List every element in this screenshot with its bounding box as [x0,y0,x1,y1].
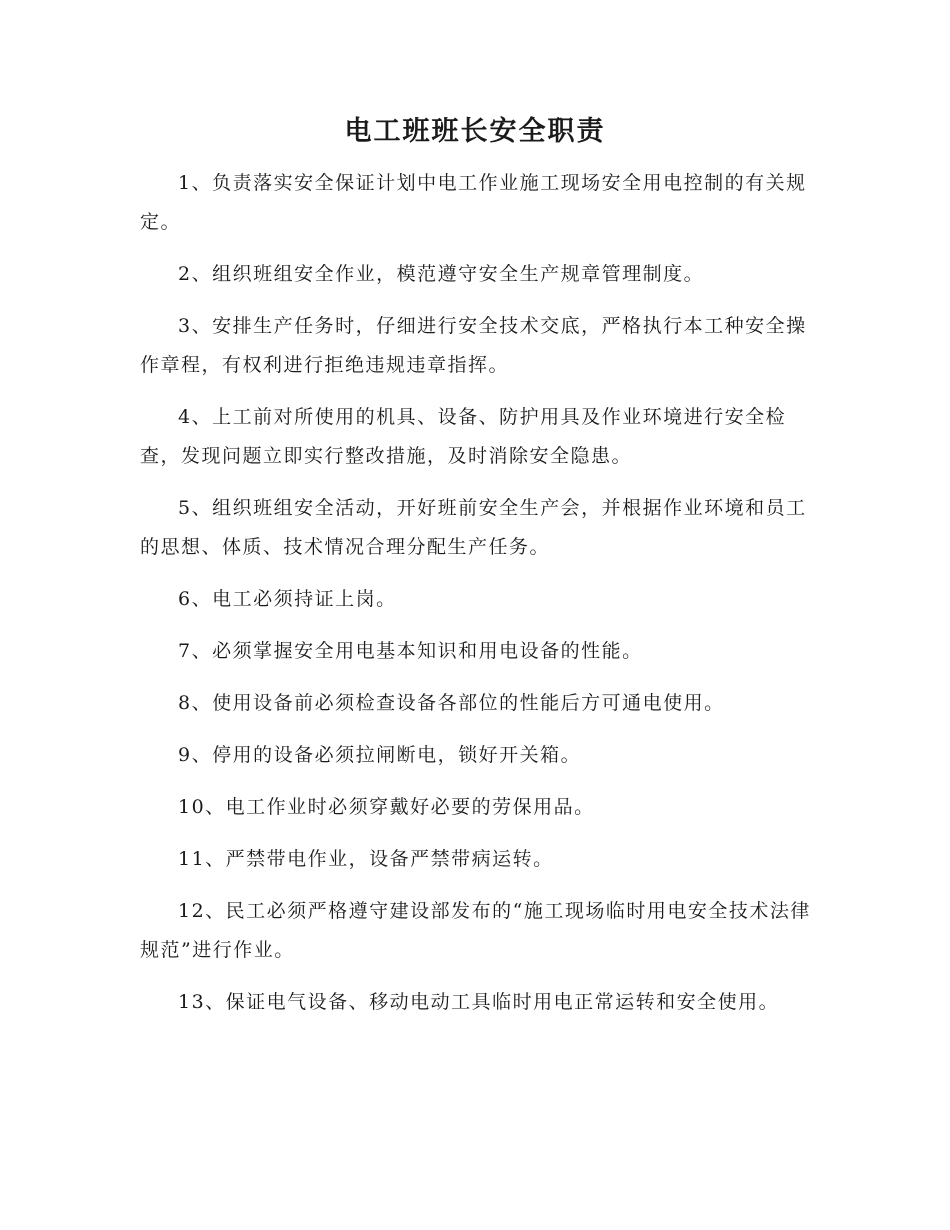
duty-item-10: 10、电工作业时必须穿戴好必要的劳保用品。 [178,796,595,818]
duty-item-13: 13、保证电气设备、移动电动工具临时用电正常运转和安全使用。 [178,991,780,1013]
document-title: 电工班班长安全职责 [344,116,606,147]
duty-item-9: 9、停用的设备必须拉闸断电，锁好开关箱。 [178,744,582,766]
duty-item-3: 3、安排生产任务时，仔细进行安全技术交底，严格执行本工种安全操作章程，有权利进行拒绝违规违章指挥。 [140,315,807,376]
duty-item-1: 1、负责落实安全保证计划中电工作业施工现场安全用电控制的有关规定。 [140,172,807,233]
duty-item-6: 6、电工必须持证上岗。 [178,588,397,610]
duty-item-7: 7、必须掌握安全用电基本知识和用电设备的性能。 [178,640,643,662]
duty-item-2: 2、组织班组安全作业，模范遵守安全生产规章管理制度。 [178,263,705,285]
duty-item-11: 11、严禁带电作业，设备严禁带病运转。 [178,848,554,870]
duty-item-4: 4、上工前对所使用的机具、设备、防护用具及作业环境进行安全检查，发现问题立即实行整改措施，及时消除安全隐患。 [140,406,787,467]
duty-item-5: 5、组织班组安全活动，开好班前安全生产会，并根据作业环境和员工的思想、体质、技术情况合理分配生产任务。 [140,497,807,558]
duty-item-8: 8、使用设备前必须检查设备各部位的性能后方可通电使用。 [178,692,725,714]
duty-list [140,164,815,1035]
duty-item-12: 12、民工必须严格遵守建设部发布的“施工现场临时用电安全技术法律规范”进行作业。 [140,900,811,961]
